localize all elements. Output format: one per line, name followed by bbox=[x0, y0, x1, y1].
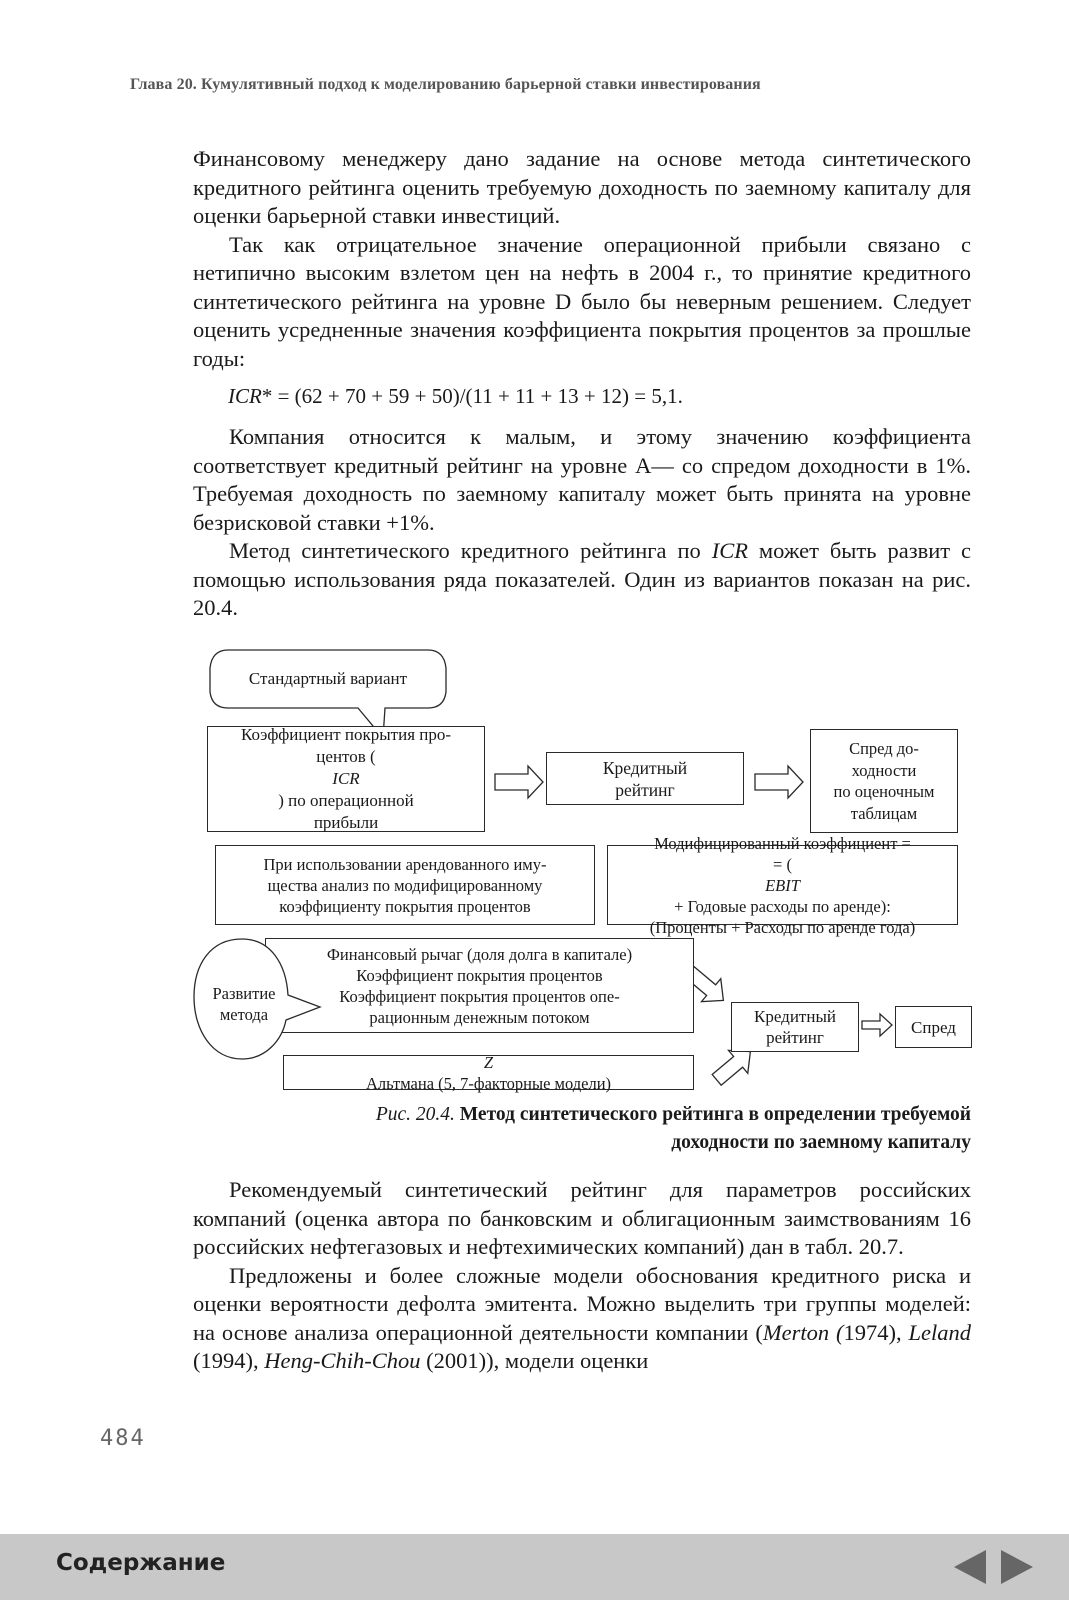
lease-box-line: коэффициенту покрытия процентов bbox=[279, 896, 531, 916]
paragraph-4-text-b: может быть развит с помощью использования ряда показателей. Один из вариантов показан на рис. 20.4. bbox=[193, 538, 972, 620]
author-merton: Merton ( bbox=[762, 1319, 844, 1345]
paragraph-4-variable: ICR bbox=[711, 538, 748, 563]
callout-dev-line: Развитие bbox=[212, 984, 276, 1003]
lease-box bbox=[215, 845, 595, 925]
rating-box-line: рейтинг bbox=[615, 779, 675, 800]
paragraph-6-text: (1994), bbox=[193, 1348, 265, 1373]
figure-number: Рис. 20.4. bbox=[375, 1104, 455, 1125]
paragraph-6 bbox=[193, 1262, 971, 1376]
paragraph-4-text-a: Метод синтетического кредитного рейтинга по bbox=[229, 538, 712, 563]
modified-box-line: Модифицированный коэффициент = bbox=[654, 833, 911, 853]
rating-box-line: Кредитный bbox=[602, 757, 688, 778]
paragraph-6-text: Предложены и более сложные модели обоснования кредитного риска и оценки вероятности дефолта эмитента. Можно выделить три группы моделей: на основе анализа операционной деятельности компании ( bbox=[193, 1262, 971, 1345]
spread-box: Спред bbox=[895, 1006, 972, 1048]
running-title: Глава 20. Кумулятивный подход к моделированию барьерной ставки инвестирования bbox=[130, 76, 761, 93]
body-text-bottom bbox=[193, 1176, 971, 1376]
arrow-icon bbox=[495, 766, 543, 798]
paragraph-1: Финансовому менеджеру дано задание на основе метода синтетического кредитного рейтинга оценить требуемую доходность по заемному капиталу для оценки барьерной ставки инвестиций. bbox=[193, 146, 971, 228]
rating-box-line: Кредитный bbox=[754, 1007, 836, 1026]
next-arrow-icon[interactable] bbox=[997, 1546, 1037, 1588]
rating-box-1 bbox=[546, 752, 744, 805]
prev-arrow-icon[interactable] bbox=[950, 1546, 990, 1588]
factors-box-line: Финансовый рычаг (доля долга в капитале) bbox=[326, 944, 633, 964]
figure-title-line-1: Метод синтетического рейтинга в определении требуемой bbox=[459, 1104, 971, 1125]
rating-box-2 bbox=[731, 1002, 859, 1052]
rating-box-line: рейтинг bbox=[766, 1028, 824, 1047]
spread-table-box bbox=[810, 729, 958, 833]
author-leland: Leland bbox=[908, 1319, 971, 1345]
spread-table-line: ходности bbox=[851, 760, 917, 780]
figure-title-line-2: доходности по заемному капиталу bbox=[671, 1132, 971, 1153]
page-number: 484 bbox=[100, 1426, 146, 1451]
callout-dev-line: метода bbox=[219, 1005, 269, 1024]
icr-box-line: прибыли bbox=[313, 813, 379, 832]
modified-box-line: (Проценты + Расходы по аренде года) bbox=[649, 917, 916, 937]
formula-expression: * = (62 + 70 + 59 + 50)/(11 + 11 + 13 + 12) = 5,1. bbox=[261, 384, 683, 408]
icr-box-line: Коэффициент покрытия про- bbox=[240, 725, 452, 744]
altman-text: Альтмана (5, 7-факторные модели) bbox=[365, 1073, 612, 1093]
factors-box-line: Коэффициент покрытия процентов bbox=[356, 965, 603, 985]
arrow-icon bbox=[862, 1014, 892, 1036]
author-heng-chih-chou: Heng-Chih-Chou bbox=[264, 1348, 421, 1373]
callout-standard: Стандартный вариант bbox=[248, 669, 408, 688]
paragraph-5: Рекомендуемый синтетический рейтинг для параметров российских компаний (оценка автора по банковским и облигационным заимствованиям 16 российских нефтегазовых и нефтехимических компаний) дан в табл. 20.7. bbox=[193, 1177, 971, 1259]
paragraph-6-text: 1974), bbox=[843, 1319, 909, 1345]
spread-table-line: таблицам bbox=[850, 803, 918, 823]
arrow-icon bbox=[755, 766, 803, 798]
figure-caption bbox=[271, 1101, 971, 1157]
factors-box-line: рационным денежным потоком bbox=[369, 1007, 590, 1027]
formula-variable: ICR bbox=[228, 384, 262, 408]
spread-table-line: Спред до- bbox=[849, 739, 919, 758]
paragraph-3: Компания относится к малым, и этому значению коэффициента соответствует кредитный рейтинг на уровне А— со спредом доходности в 1%. Требуемая доходность по заемному капиталу может быть принята на уровне безрисковой ставки +1%. bbox=[193, 424, 971, 535]
paragraph-2: Так как отрицательное значение операционной прибыли связано с нетипично высоким взлетом цен на нефть в 2004 г., то принятие кредитного синтетического рейтинга на уровне D было бы неверным решением. Следует оценить усредненные значения коэффициента покрытия процентов за прошлые годы: bbox=[193, 231, 971, 371]
callout-development bbox=[198, 983, 290, 1025]
altman-box bbox=[283, 1052, 694, 1093]
modified-box-line: = ( EBIT + Годовые расходы по аренде): bbox=[674, 854, 891, 916]
modified-coefficient-box bbox=[607, 833, 958, 937]
lease-box-line: щества анализ по модифицированному bbox=[267, 875, 543, 895]
factors-box-line: Коэффициент покрытия процентов опе- bbox=[339, 986, 620, 1006]
lease-box-line: При использовании арендованного иму- bbox=[263, 854, 547, 874]
altman-variable: Z bbox=[483, 1052, 494, 1072]
toc-link[interactable]: Содержание bbox=[56, 1550, 226, 1576]
icr-box bbox=[207, 726, 485, 832]
icr-box-line: центов ( ICR ) по операционной bbox=[278, 747, 414, 810]
spread-table-line: по оценочным bbox=[833, 782, 935, 801]
paragraph-6-text: (2001)), модели оценки bbox=[420, 1348, 649, 1373]
